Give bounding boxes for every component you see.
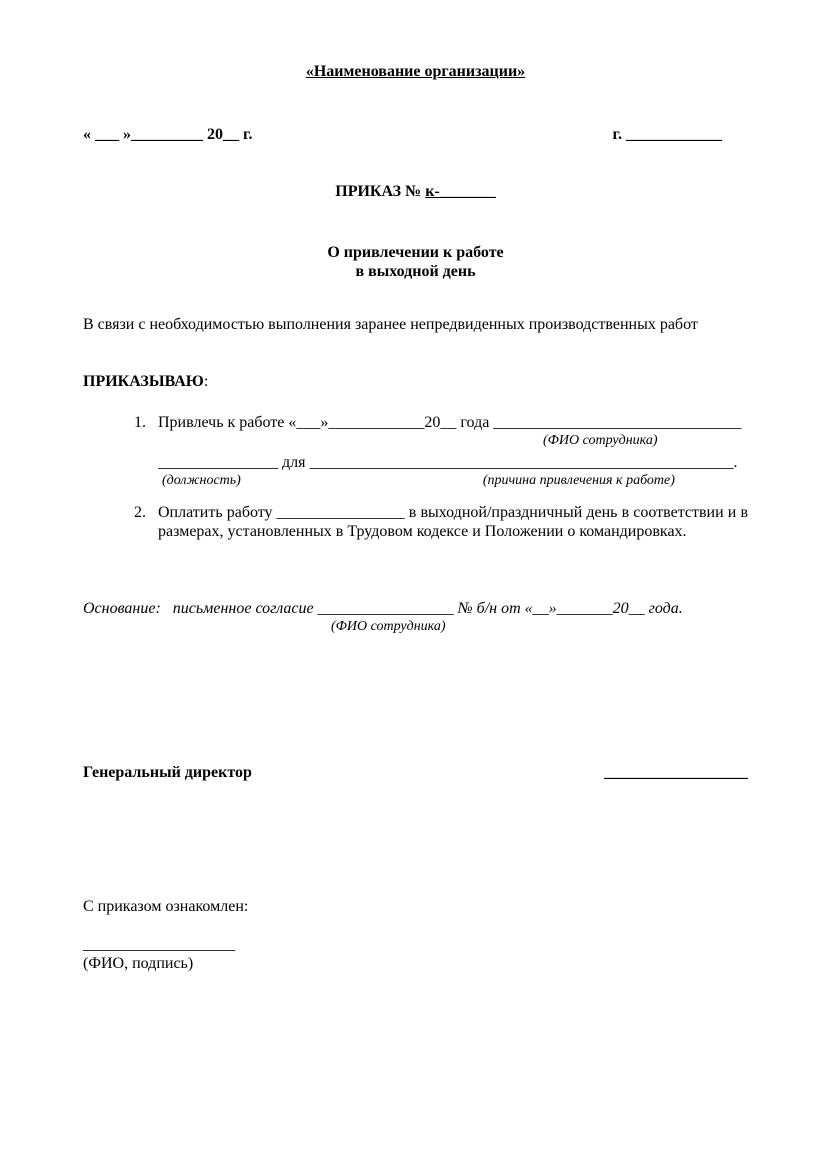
- order-number-line: [83, 182, 748, 201]
- intro-paragraph: В связи с необходимостью выполнения заранее непредвиденных производственных работ: [83, 316, 698, 333]
- date-city-row: [83, 125, 748, 144]
- command-word-line: [83, 372, 748, 391]
- order-subject-line2: в выходной день: [355, 263, 476, 280]
- director-signature-row: [83, 763, 748, 782]
- acknowledgement-signature-blank: ___________________: [83, 936, 235, 953]
- director-title-label: Генеральный директор: [83, 764, 252, 781]
- acknowledgement-label: С приказом ознакомлен:: [83, 898, 249, 915]
- item-1-number: 1.: [134, 414, 146, 431]
- order-title-label: ПРИКАЗ №: [335, 183, 426, 200]
- item-1-body: [158, 413, 748, 489]
- order-subject-line1: О привлечении к работе: [327, 244, 504, 261]
- acknowledgement-caption: (ФИО, подпись): [83, 955, 194, 972]
- order-item-1: [83, 413, 748, 489]
- command-colon: :: [203, 373, 209, 390]
- order-subject: [83, 243, 748, 281]
- basis-caption-fio: (ФИО сотрудника): [331, 619, 446, 634]
- item-1-caption-reason: (причина привлечения к работе): [482, 473, 675, 488]
- command-word: ПРИКАЗЫВАЮ: [83, 373, 204, 390]
- item-1-line2: _______________ для _____________________________________________________.: [158, 454, 738, 471]
- item-1-caption-row: [158, 472, 748, 489]
- director-signature-blank: __________________: [604, 764, 748, 781]
- item-1-caption-fio: (ФИО сотрудника): [543, 433, 658, 448]
- item-1-line1: Привлечь к работе «___»____________20__ года _______________________________: [158, 414, 742, 431]
- organization-name-text: «Наименование организации»: [305, 63, 526, 80]
- item-1-caption-position: (должность): [162, 473, 241, 488]
- item-2-number: 2.: [134, 504, 146, 521]
- order-number-blank: к-_______: [425, 183, 496, 200]
- basis-label: Основание:: [83, 600, 161, 617]
- date-blank-field: « ___ »_________ 20__ г.: [83, 126, 253, 143]
- order-item-2: [83, 503, 748, 541]
- organization-name-header: [83, 62, 748, 81]
- basis-line: [83, 599, 748, 618]
- city-blank-field: г. ____________: [612, 126, 722, 143]
- item-2-text: Оплатить работу ________________ в выходной/праздничный день в соответствии и в размерах, установленных в Трудовом кодексе и Положении о командировках.: [158, 504, 748, 540]
- basis-text: письменное согласие _________________ № б/н от «__»_______20__ года.: [172, 600, 683, 617]
